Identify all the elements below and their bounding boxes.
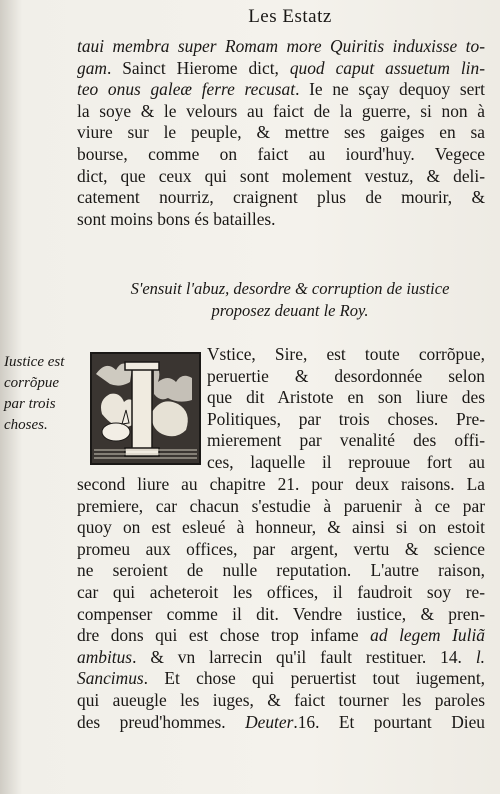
text-line [77,625,485,647]
text-line [77,209,485,231]
section-heading [110,278,470,321]
woodcut-initial-icon [92,354,199,463]
text-run: compenser comme il dit. Vendre iustice, & pren- [77,603,485,624]
italic-run: quod caput assuetum lin- [289,57,485,78]
heading-line: proposez deuant le Roy. [211,300,369,320]
text-run: des preud'hommes. [77,711,246,732]
text-line [77,582,485,604]
drop-cap-paragraph [207,344,485,474]
margin-note-line: choses. [4,417,48,433]
text-run: mierement par venalité des offi- [207,430,485,451]
italic-run: gam [77,57,107,78]
text-line [77,144,485,166]
text-line [77,560,485,582]
text-line [77,101,485,123]
margin-note [4,352,76,436]
text-run: car qui acheteroit les offices, il faudroit soy re- [77,581,485,602]
text-run: sont moins bons és batailles. [77,208,276,229]
text-line [77,122,485,144]
main-paragraph [77,474,485,733]
text-line [77,79,485,101]
decorated-initial-letter [90,352,201,465]
italic-run: l. [475,646,485,667]
text-run: bourse, comme on faict au iourd'huy. Vegece [77,143,485,164]
text-line [77,690,485,712]
text-line [207,366,485,388]
text-run: premiere, car chacun s'estudie à paruenir à ce par [77,495,485,516]
text-line [77,496,485,518]
text-run: ces, laquelle il reprouue fort au [207,451,485,472]
text-line [207,409,485,431]
text-run: peruertie & desordonnée selon [207,365,485,386]
text-run: catement nourriz, craignent plus de mourir, & [77,187,485,208]
text-line [207,387,485,409]
text-run: dict, que ceux qui sont molement vestuz, & deli- [77,165,485,186]
top-paragraph [77,36,485,230]
text-run: second liure au chapitre 21. pour deux raisons. La [77,474,485,494]
text-run: viure sur le peuple, & mettre ses gaiges en sa [77,122,485,143]
text-line [77,166,485,188]
text-run: promeu aux offices, par argent, vertu & science [77,538,485,559]
text-run: . Sainct Hierome dict, [106,57,290,78]
text-run: qui aueugle les iuges, & faict tourner les paroles [77,689,485,710]
margin-note-line: Iustice est [4,354,65,370]
margin-note-line: par trois [4,396,56,412]
text-line [77,474,485,496]
text-line [77,647,485,669]
italic-run: Sancimus [77,668,144,689]
text-run: Politiques, par trois choses. Pre- [207,408,485,429]
italic-run: Deuter [245,711,294,732]
text-run: dre dons qui est chose trop infame [77,625,371,646]
text-line [77,539,485,561]
running-head: Les Estatz [248,6,332,27]
text-line [77,668,485,690]
text-run: Vstice, Sire, est toute corrõpue, [207,344,485,364]
text-run: . Ie ne sçay dequoy sert [295,79,485,100]
text-run: .16. Et pourtant Dieu [293,711,485,732]
text-line [207,430,485,452]
text-line [77,712,485,734]
text-run: que dit Aristote en son liure des [207,387,485,408]
italic-run: ad legem Iuliã [370,625,485,646]
text-line [207,452,485,474]
text-line [77,58,485,80]
heading-line: S'ensuit l'abuz, desordre & corruption de iustice [130,279,450,298]
text-run: . Et chose qui peruertist tout iugement, [143,668,485,689]
text-line [207,344,485,366]
text-run: la soye & le velours au faict de la guerre, si non à [77,100,485,121]
text-run: . & vn larrecin qu'il fault restituer. 14. [132,646,476,667]
text-line [77,36,485,58]
text-line [77,604,485,626]
italic-run: teo onus galeæ ferre recusat [77,79,296,100]
text-line [77,187,485,209]
text-line [77,517,485,539]
italic-run: ambitus [77,646,133,667]
margin-note-line: corrõpue [4,375,59,391]
text-run: quoy on est esleué à honneur, & ainsi si on estoit [77,517,485,538]
italic-run: taui membra super Romam more Quiritis induxisse to- [77,36,485,56]
text-run: ne seroient de nulle reputation. L'autre raison, [77,560,485,581]
